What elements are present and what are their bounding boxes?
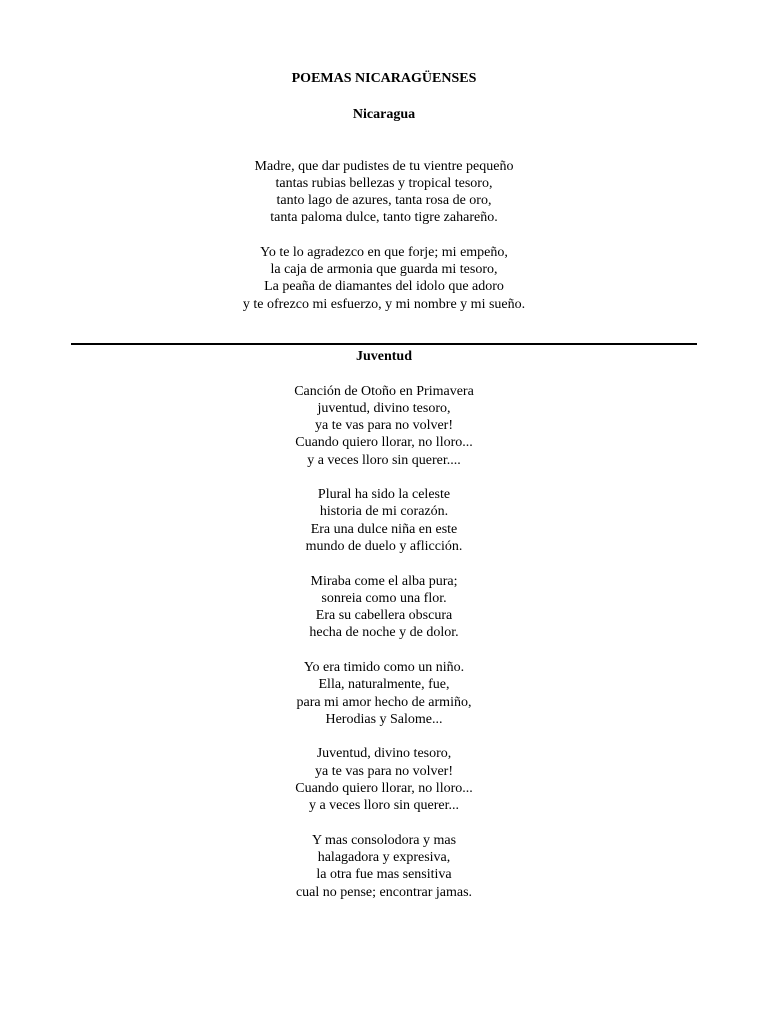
poem-line: y te ofrezco mi esfuerzo, y mi nombre y mi sueño. (242, 297, 526, 312)
poem-line: Era una dulce niña en este (310, 522, 458, 537)
poem-line: ya te vas para no volver! (315, 418, 453, 433)
poem-line: la otra fue mas sensitiva (316, 867, 452, 882)
poem-line: Yo te lo agradezco en que forje; mi empeño, (260, 245, 508, 260)
poem-line: Plural ha sido la celeste (317, 487, 451, 502)
poem-line: hecha de noche y de dolor. (309, 625, 459, 640)
poem-line: Juventud, divino tesoro, (316, 746, 452, 761)
poem-line: Y mas consolodora y mas (311, 833, 457, 848)
poem-line: Era su cabellera obscura (315, 608, 453, 623)
poem-line: sonreia como una flor. (321, 591, 447, 606)
poem-line: Miraba come el alba pura; (310, 574, 458, 589)
poem-line: y a veces lloro sin querer... (308, 798, 460, 813)
poem-line: Herodias y Salome... (325, 712, 443, 727)
poem-line: Cuando quiero llorar, no lloro... (295, 435, 473, 450)
poem-line: cual no pense; encontrar jamas. (295, 885, 473, 900)
section-divider (71, 343, 697, 345)
poem-line: tanta paloma dulce, tanto tigre zahareño. (270, 210, 498, 225)
poem-title-nicaragua: Nicaragua (352, 107, 416, 122)
poem-line: para mi amor hecho de armiño, (296, 695, 472, 710)
poem-line: y a veces lloro sin querer.... (307, 453, 461, 468)
poem-line: halagadora y expresiva, (317, 850, 451, 865)
poem-title-juventud: Juventud (355, 349, 413, 364)
poem-line: Madre, que dar pudistes de tu vientre pequeño (254, 159, 514, 174)
poem-line: Ella, naturalmente, fue, (318, 677, 450, 692)
poem-line: tanto lago de azures, tanta rosa de oro, (276, 193, 492, 208)
document-title: POEMAS NICARAGÜENSES (291, 71, 477, 86)
poem-line: mundo de duelo y aflicción. (305, 539, 463, 554)
poem-line: historia de mi corazón. (319, 504, 449, 519)
poem-line: juventud, divino tesoro, (317, 401, 451, 416)
poem-line: tantas rubias bellezas y tropical tesoro, (275, 176, 493, 191)
poem-line: la caja de armonia que guarda mi tesoro, (270, 262, 498, 277)
poem-line: Yo era timido como un niño. (303, 660, 465, 675)
poem-line: ya te vas para no volver! (315, 764, 453, 779)
poem-line: La peaña de diamantes del idolo que adoro (264, 279, 504, 294)
poem-line: Canción de Otoño en Primavera (294, 384, 474, 399)
poem-line: Cuando quiero llorar, no lloro... (295, 781, 473, 796)
